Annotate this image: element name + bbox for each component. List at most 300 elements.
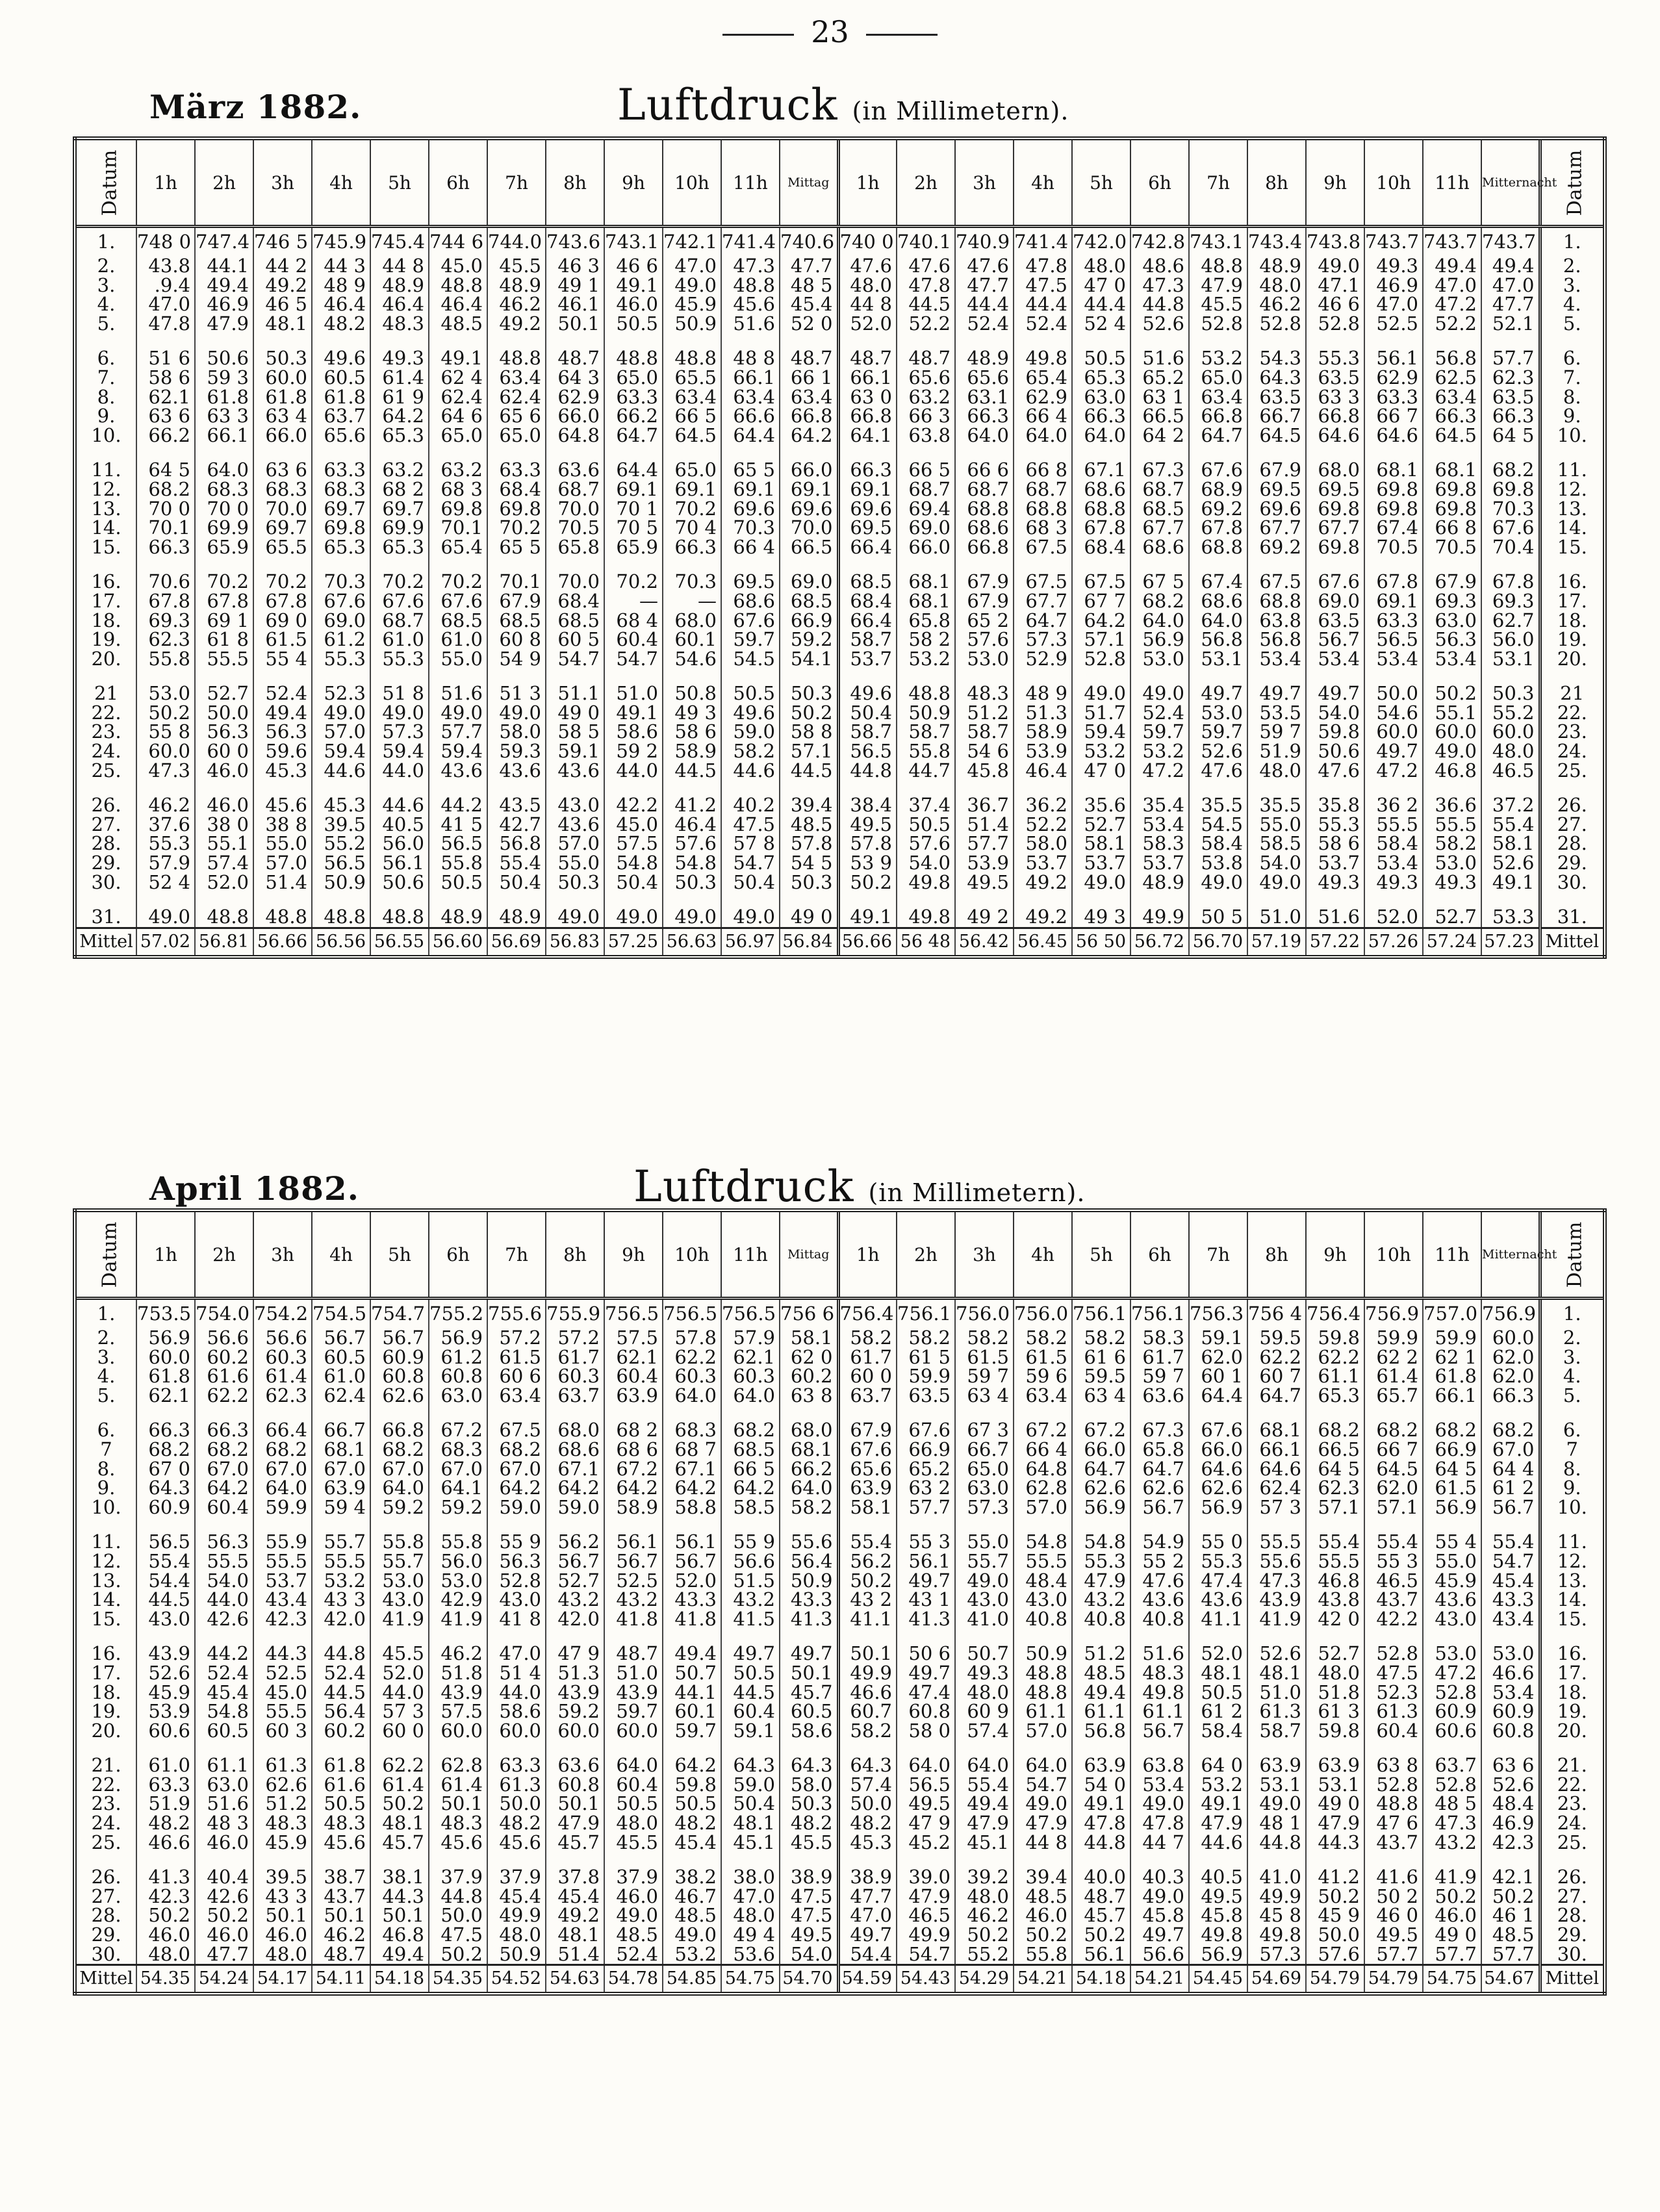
value-cell: 64.0 [897, 1756, 955, 1775]
value-cell: 55.5 [1014, 1552, 1072, 1571]
value-cell: 49.0 [663, 276, 721, 296]
value-cell: 49 0 [1423, 1926, 1481, 1945]
value-cell: 46.9 [195, 295, 253, 314]
value-cell: 68.7 [897, 480, 955, 500]
value-cell: 50.3 [780, 873, 838, 893]
value-cell: 52.0 [663, 1571, 721, 1591]
value-cell: 63.9 [1306, 1756, 1364, 1775]
value-cell: 48.3 [253, 1814, 312, 1833]
value-cell: 46.1 [546, 295, 604, 314]
value-cell: 67.2 [604, 1460, 663, 1479]
date-cell: 11. [75, 461, 136, 480]
value-cell: 60 0 [195, 742, 253, 761]
value-cell: 59.8 [1306, 1722, 1364, 1741]
value-cell: 58.2 [721, 742, 780, 761]
value-cell: 57.0 [1014, 1722, 1072, 1741]
table-row [75, 480, 1605, 500]
value-cell: 59.5 [1072, 1367, 1130, 1386]
value-cell: 43.6 [546, 761, 604, 781]
value-cell: 68.7 [1130, 480, 1189, 500]
value-cell: 61.8 [312, 1756, 370, 1775]
hour-header: 6h [1130, 1210, 1189, 1299]
value-cell: 60.3 [721, 1367, 780, 1386]
value-cell: 70.2 [253, 572, 312, 592]
value-cell: 53.2 [1189, 349, 1247, 368]
value-cell: 59.6 [253, 742, 312, 761]
date-cell: 3. [1540, 1348, 1605, 1367]
value-cell: 56.6 [721, 1552, 780, 1571]
value-cell: 59 2 [604, 742, 663, 761]
value-cell: 45.4 [487, 1887, 546, 1907]
value-cell: 65.8 [546, 538, 604, 557]
value-cell: 43.2 [546, 1590, 604, 1610]
value-cell: 59.2 [780, 630, 838, 650]
value-cell: 53.4 [1364, 854, 1423, 873]
value-cell: 47.0 [663, 257, 721, 276]
value-cell: 56.0 [1481, 630, 1540, 650]
value-cell: 69.8 [1364, 480, 1423, 500]
value-cell: 43.9 [136, 1644, 195, 1664]
value-cell: 43.0 [546, 796, 604, 815]
value-cell: 68.4 [487, 480, 546, 500]
value-cell: 58.1 [1072, 834, 1130, 854]
value-cell: 66.3 [1072, 407, 1130, 426]
value-cell: 49.9 [897, 1926, 955, 1945]
date-cell: 23. [75, 722, 136, 742]
value-cell: — [604, 592, 663, 611]
value-cell: 58.2 [838, 1722, 897, 1741]
value-cell: 51 6 [136, 349, 195, 368]
date-cell: 28. [75, 834, 136, 854]
value-cell: 53 9 [838, 854, 897, 873]
value-cell: 63.3 [487, 1756, 546, 1775]
value-cell: 54.7 [721, 854, 780, 873]
value-cell: 48.1 [253, 314, 312, 334]
value-cell: 50.5 [897, 815, 955, 835]
value-cell: 54.0 [1247, 854, 1306, 873]
value-cell: 66.5 [1306, 1440, 1364, 1460]
value-cell: 58.5 [721, 1498, 780, 1518]
table-row [75, 388, 1605, 407]
value-cell: 67.9 [955, 592, 1014, 611]
value-cell: 67.0 [312, 1460, 370, 1479]
value-cell: 70.0 [780, 518, 838, 538]
value-cell: 69 1 [195, 611, 253, 631]
value-cell: 50.1 [838, 1644, 897, 1664]
value-cell: 53.7 [1072, 854, 1130, 873]
value-cell: 68.5 [429, 611, 487, 631]
value-cell: 57.7 [1481, 349, 1540, 368]
value-cell: 56.70 [1189, 928, 1247, 957]
value-cell: 54.43 [897, 1965, 955, 1994]
value-cell: 62.3 [1306, 1479, 1364, 1498]
value-cell: 63.5 [1306, 368, 1364, 388]
value-cell: 44.4 [955, 295, 1014, 314]
value-cell: 69.6 [721, 500, 780, 519]
value-cell: 51.4 [546, 1945, 604, 1965]
value-cell: 49.7 [1247, 684, 1306, 704]
value-cell: 67 3 [955, 1421, 1014, 1440]
value-cell: 57.1 [1364, 1498, 1423, 1518]
value-cell: 44.0 [370, 1683, 429, 1703]
value-cell: 64.4 [721, 426, 780, 446]
value-cell: 57.3 [1247, 1945, 1306, 1965]
date-cell: 18. [75, 611, 136, 631]
date-cell: 26. [1540, 1868, 1605, 1887]
date-cell: 2. [1540, 1328, 1605, 1348]
table-row [75, 1532, 1605, 1552]
value-cell: 756 4 [1247, 1299, 1306, 1329]
value-cell: 62.6 [1130, 1479, 1189, 1498]
value-cell: 67.5 [1014, 572, 1072, 592]
value-cell: 742.8 [1130, 227, 1189, 257]
value-cell: 63.9 [838, 1479, 897, 1498]
value-cell: 754.5 [312, 1299, 370, 1329]
value-cell: 67.3 [1130, 461, 1189, 480]
value-cell: 42.2 [1364, 1610, 1423, 1629]
hour-header: 2h [897, 1210, 955, 1299]
value-cell: 48.9 [487, 908, 546, 928]
value-cell: 53.2 [1130, 742, 1189, 761]
value-cell: 58 5 [546, 722, 604, 742]
date-cell: 25. [1540, 1833, 1605, 1853]
value-cell: 68.5 [838, 572, 897, 592]
value-cell: 63 6 [136, 407, 195, 426]
value-cell: 58.0 [487, 722, 546, 742]
value-cell: 53.0 [1130, 650, 1189, 669]
value-cell: 61.0 [370, 630, 429, 650]
date-cell: 19. [1540, 1702, 1605, 1722]
value-cell: 43.4 [1481, 1610, 1540, 1629]
value-cell: 47.2 [1423, 1664, 1481, 1683]
value-cell: 743.4 [1247, 227, 1306, 257]
value-cell: 61.4 [253, 1367, 312, 1386]
value-cell: 56.0 [370, 834, 429, 854]
hour-header: 9h [1306, 138, 1364, 227]
value-cell: 60.8 [1481, 1722, 1540, 1741]
value-cell: 65.3 [1072, 368, 1130, 388]
value-cell: 53.0 [955, 650, 1014, 669]
value-cell: 45.6 [312, 1833, 370, 1853]
value-cell: 50.6 [370, 873, 429, 893]
value-cell: 50.1 [546, 314, 604, 334]
value-cell: 63.0 [429, 1386, 487, 1406]
value-cell: 67.6 [897, 1421, 955, 1440]
value-cell: 43 3 [312, 1590, 370, 1610]
hour-header: Mitternacht [1481, 1210, 1540, 1299]
value-cell: 55.5 [1306, 1552, 1364, 1571]
value-cell: 50.2 [780, 704, 838, 723]
value-cell: 57.8 [780, 834, 838, 854]
value-cell: 65.0 [487, 426, 546, 446]
value-cell: 57.9 [721, 1328, 780, 1348]
value-cell: 50.3 [780, 1794, 838, 1814]
value-cell: 46 6 [604, 257, 663, 276]
value-cell: 43.8 [136, 257, 195, 276]
value-cell: 65.3 [370, 426, 429, 446]
value-cell: 55.0 [1423, 1552, 1481, 1571]
value-cell: 67.4 [1364, 518, 1423, 538]
date-cell: Mittel [1540, 1965, 1605, 1994]
table-row [75, 368, 1605, 388]
value-cell: 43.9 [546, 1683, 604, 1703]
value-cell: 44.8 [838, 761, 897, 781]
value-cell: 43.6 [1423, 1590, 1481, 1610]
value-cell: 68.2 [1423, 1421, 1481, 1440]
date-cell: 2. [1540, 257, 1605, 276]
value-cell: 60.8 [546, 1775, 604, 1795]
date-cell: 29. [75, 854, 136, 873]
value-cell: 49.7 [897, 1571, 955, 1591]
value-cell: 42.0 [312, 1610, 370, 1629]
value-cell: 70.2 [663, 500, 721, 519]
value-cell: 63.3 [136, 1775, 195, 1795]
value-cell: 68.3 [429, 1440, 487, 1460]
value-cell: 61.8 [253, 388, 312, 407]
hour-header: 8h [546, 138, 604, 227]
value-cell: 60.2 [312, 1722, 370, 1741]
value-cell: 46.9 [1481, 1814, 1540, 1833]
value-cell: 44.8 [1072, 1833, 1130, 1853]
date-cell: 21 [1540, 684, 1605, 704]
value-cell: 53.5 [1247, 704, 1306, 723]
value-cell: 65 6 [487, 407, 546, 426]
value-cell: 57.23 [1481, 928, 1540, 957]
value-cell: 45.7 [1072, 1906, 1130, 1926]
value-cell: 49.0 [136, 908, 195, 928]
value-cell: 65.6 [312, 426, 370, 446]
table-row [75, 1868, 1605, 1887]
value-cell: 62.3 [1481, 368, 1540, 388]
value-cell: 58.2 [1072, 1328, 1130, 1348]
value-cell: 59 4 [312, 1498, 370, 1518]
value-cell: 51.2 [955, 704, 1014, 723]
table-row [75, 349, 1605, 368]
value-cell: 55 2 [1130, 1552, 1189, 1571]
date-cell: 10. [75, 426, 136, 446]
table-row [75, 1664, 1605, 1683]
hour-header: 1h [136, 1210, 195, 1299]
value-cell: 63 6 [253, 461, 312, 480]
value-cell: 55.0 [1247, 815, 1306, 835]
value-cell: 57.25 [604, 928, 663, 957]
value-cell: 50.1 [312, 1906, 370, 1926]
value-cell: 57.3 [955, 1498, 1014, 1518]
value-cell: 46.5 [1481, 761, 1540, 781]
value-cell: 43.2 [721, 1590, 780, 1610]
value-cell: 60 6 [487, 1367, 546, 1386]
value-cell: 64.8 [1014, 1460, 1072, 1479]
value-cell: 58.1 [838, 1498, 897, 1518]
value-cell: 48.8 [897, 684, 955, 704]
value-cell: 47.5 [780, 1906, 838, 1926]
value-cell: 35.8 [1306, 796, 1364, 815]
datum-header: Datum [75, 1210, 136, 1299]
value-cell: 56.42 [955, 928, 1014, 957]
value-cell: 756.4 [838, 1299, 897, 1329]
value-cell: 66.2 [780, 1460, 838, 1479]
value-cell: 49.7 [1130, 1926, 1189, 1945]
value-cell: 55.3 [370, 650, 429, 669]
value-cell: 45.4 [663, 1833, 721, 1853]
value-cell: 48.0 [955, 1887, 1014, 1907]
value-cell: 64 6 [429, 407, 487, 426]
value-cell: 48.3 [429, 1814, 487, 1833]
value-cell: 46 5 [253, 295, 312, 314]
value-cell: 68.2 [136, 1440, 195, 1460]
value-cell: 49.9 [838, 1664, 897, 1683]
header-row [75, 138, 1605, 227]
value-cell: 68.2 [1481, 461, 1540, 480]
hour-header: 1h [838, 1210, 897, 1299]
value-cell: 48.2 [312, 314, 370, 334]
value-cell: 60.8 [370, 1367, 429, 1386]
value-cell: 53.4 [1306, 650, 1364, 669]
value-cell: 59 7 [1247, 722, 1306, 742]
value-cell: 49 3 [1072, 908, 1130, 928]
value-cell: 67.7 [1014, 592, 1072, 611]
value-cell: 60 0 [838, 1367, 897, 1386]
value-cell: 60.1 [663, 630, 721, 650]
table-row [75, 1571, 1605, 1591]
value-cell: 60.9 [1423, 1702, 1481, 1722]
date-cell: 15. [75, 1610, 136, 1629]
value-cell: 66.8 [780, 407, 838, 426]
value-cell: 57.7 [1481, 1945, 1540, 1965]
value-cell: 62.6 [370, 1386, 429, 1406]
value-cell: 53.4 [1481, 1683, 1540, 1703]
value-cell: 57.4 [955, 1722, 1014, 1741]
value-cell: 63 0 [838, 388, 897, 407]
value-cell: 56.3 [1423, 630, 1481, 650]
value-cell: 66.8 [1306, 407, 1364, 426]
value-cell: 66.1 [195, 426, 253, 446]
value-cell: 50.3 [663, 873, 721, 893]
value-cell: 69.3 [1423, 592, 1481, 611]
value-cell: 61.4 [370, 1775, 429, 1795]
value-cell: 65.9 [604, 538, 663, 557]
value-cell: 50.2 [1481, 1887, 1540, 1907]
value-cell: 65.8 [897, 611, 955, 631]
date-cell: 17. [1540, 1664, 1605, 1683]
value-cell: 70.2 [195, 572, 253, 592]
value-cell: 49.5 [838, 815, 897, 835]
value-cell: 70.6 [136, 572, 195, 592]
value-cell: 45.2 [897, 1833, 955, 1853]
value-cell: 65.4 [1014, 368, 1072, 388]
value-cell: 66.4 [253, 1421, 312, 1440]
date-cell: 21. [75, 1756, 136, 1775]
value-cell: 53.7 [253, 1571, 312, 1591]
value-cell: 53.4 [1130, 815, 1189, 835]
value-cell: 55.5 [1247, 1532, 1306, 1552]
value-cell: 69.1 [604, 480, 663, 500]
hour-header: 11h [1423, 138, 1481, 227]
value-cell: 49.0 [1247, 1794, 1306, 1814]
hour-header: 9h [1306, 1210, 1364, 1299]
value-cell: 54.9 [1130, 1532, 1189, 1552]
date-cell: 12. [1540, 480, 1605, 500]
date-cell: 29. [75, 1926, 136, 1945]
value-cell: 41.8 [663, 1610, 721, 1629]
value-cell: 49.0 [429, 704, 487, 723]
value-cell: 56.9 [1423, 1498, 1481, 1518]
value-cell: 49.0 [721, 908, 780, 928]
march-month-label: März 1882. [149, 88, 362, 126]
value-cell: 69.7 [253, 518, 312, 538]
value-cell: 56.6 [1130, 1945, 1189, 1965]
date-cell: 26. [1540, 796, 1605, 815]
date-cell: 27. [75, 815, 136, 835]
value-cell: 43.7 [1364, 1833, 1423, 1853]
value-cell: 59.1 [721, 1722, 780, 1741]
value-cell: 41 8 [487, 1610, 546, 1629]
value-cell: 58.2 [1423, 834, 1481, 854]
value-cell: 58.6 [780, 1722, 838, 1741]
value-cell: 52.6 [1189, 742, 1247, 761]
value-cell: 64 3 [546, 368, 604, 388]
value-cell: 54.6 [663, 650, 721, 669]
value-cell: 55.5 [195, 1552, 253, 1571]
value-cell: 41.9 [370, 1610, 429, 1629]
value-cell: 48.9 [487, 276, 546, 296]
value-cell: 51.0 [604, 1664, 663, 1683]
value-cell: 48.2 [487, 1814, 546, 1833]
value-cell: 42 0 [1306, 1610, 1364, 1629]
date-cell: 17. [75, 592, 136, 611]
value-cell: 756 6 [780, 1299, 838, 1329]
value-cell: 51.0 [1247, 908, 1306, 928]
date-cell: 15. [1540, 1610, 1605, 1629]
value-cell: 60.2 [780, 1367, 838, 1386]
value-cell: 64.8 [546, 426, 604, 446]
value-cell: 55.4 [838, 1532, 897, 1552]
value-cell: 44.0 [195, 1590, 253, 1610]
march-subtitle: (in Millimetern). [852, 97, 1069, 125]
value-cell: 46.2 [312, 1926, 370, 1945]
value-cell: 52.3 [1364, 1683, 1423, 1703]
value-cell: 53.0 [1423, 854, 1481, 873]
value-cell: 743.7 [1423, 227, 1481, 257]
value-cell: 57.6 [1306, 1945, 1364, 1965]
value-cell: 43.0 [955, 1590, 1014, 1610]
value-cell: 35.6 [1072, 796, 1130, 815]
value-cell: 62.1 [136, 1386, 195, 1406]
value-cell: 53.7 [1130, 854, 1189, 873]
value-cell: 49.0 [1423, 742, 1481, 761]
value-cell: 50.8 [663, 684, 721, 704]
value-cell: 58.9 [604, 1498, 663, 1518]
value-cell: 57.5 [604, 834, 663, 854]
value-cell: 69.3 [1481, 592, 1540, 611]
value-cell: 43.2 [1423, 1833, 1481, 1853]
table-row [75, 500, 1605, 519]
value-cell: 45.3 [253, 761, 312, 781]
value-cell: 45.4 [195, 1683, 253, 1703]
value-cell: 57.6 [897, 834, 955, 854]
value-cell: 60.8 [429, 1367, 487, 1386]
value-cell: 55.3 [312, 650, 370, 669]
date-cell: 8. [1540, 388, 1605, 407]
value-cell: 46 3 [546, 257, 604, 276]
value-cell: 67.6 [838, 1440, 897, 1460]
value-cell: 756.0 [1014, 1299, 1072, 1329]
value-cell: 63.7 [838, 1386, 897, 1406]
value-cell: 66.9 [897, 1440, 955, 1460]
table-row [75, 1328, 1605, 1348]
table-row [75, 1794, 1605, 1814]
value-cell: 50.9 [780, 1571, 838, 1591]
